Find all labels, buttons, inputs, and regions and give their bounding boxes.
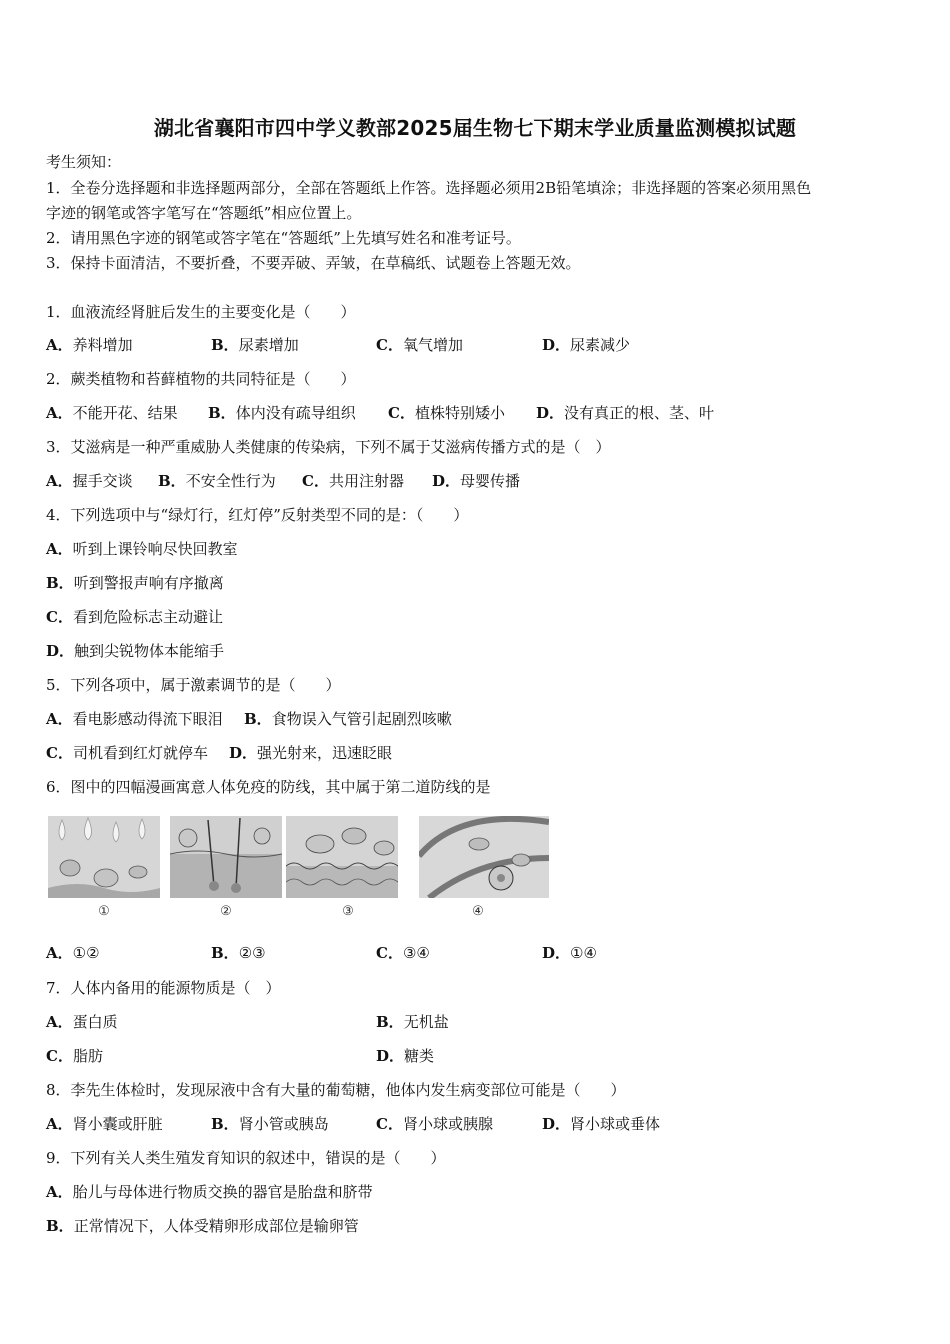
option-a [46,403,178,423]
option-c [46,1046,103,1066]
option-label: C． [388,404,415,422]
question-4-option-a [46,539,238,559]
option-label: D． [542,336,571,354]
question-4-stem: 4．下列选项中与“绿灯行，红灯停”反射类型不同的是：（ ） [46,506,469,524]
option-label: B． [211,1115,239,1133]
option-label: B． [46,1217,74,1235]
option-text: 握手交谈 [72,472,133,490]
notice-item-1-line-1: 1．全卷分选择题和非选择题两部分，全部在答题纸上作答。选择题必须用2B铅笔填涂；非选择题的答案必须用黑色 [46,179,812,197]
option-a [46,1114,163,1134]
option-label: D． [432,472,461,490]
question-4-option-d [46,641,224,661]
comic-label-2: ② [220,904,232,919]
option-label: C． [376,336,403,354]
phagocyte-illustration [419,816,549,898]
option-text: 植株特别矮小 [414,404,505,422]
option-text: 糖类 [404,1047,435,1065]
option-c [46,743,208,763]
question-3-stem: 3．艾滋病是一种严重威胁人类健康的传染病，下列不属于艾滋病传播方式的是（ ） [46,438,611,456]
option-b [158,471,276,491]
option-text: 体内没有疏导组织 [235,404,356,422]
option-b [376,1012,449,1032]
option-text: 强光射来，迅速眨眼 [257,744,393,762]
option-c [388,403,505,423]
option-text: 养料增加 [72,336,133,354]
option-d [536,403,714,423]
option-d [542,1114,660,1134]
option-label: C． [376,944,403,962]
option-label: B． [208,404,236,422]
option-label: D． [46,642,75,660]
option-text: 尿素减少 [570,336,631,354]
option-label: C． [46,1047,73,1065]
option-label: B． [158,472,186,490]
immune-defense-comics [46,816,550,926]
option-text: 脂肪 [72,1047,103,1065]
option-c [376,335,463,355]
comic-label-3: ③ [342,904,354,919]
option-label: A． [46,1013,73,1031]
option-a [46,709,223,729]
notice-item-3: 3．保持卡面清洁，不要折叠，不要弄破、弄皱，在草稿纸、试题卷上答题无效。 [46,254,581,272]
comic-panel-1 [48,816,160,898]
raindrop-skin-illustration [48,816,160,898]
option-text: ①② [72,944,100,962]
option-b [244,709,452,729]
question-5-stem: 5．下列各项中，属于激素调节的是（ ） [46,676,341,694]
question-9-option-b [46,1216,359,1236]
comic-panel-4 [419,816,549,898]
option-text: ②③ [238,944,266,962]
option-label: A． [46,944,73,962]
option-text: 共用注射器 [328,472,404,490]
option-label: A． [46,472,73,490]
option-text: 不能开花、结果 [72,404,178,422]
option-label: B． [376,1013,404,1031]
cilia-membrane-illustration [286,816,398,898]
question-7-stem: 7．人体内备用的能源物质是（ ） [46,979,281,997]
option-a [46,335,133,355]
option-d [432,471,520,491]
option-text: 听到上课铃响尽快回教室 [72,540,238,558]
option-text: 肾小球或胰腺 [402,1115,493,1133]
comic-panel-3 [286,816,398,898]
question-4-option-c [46,607,223,627]
option-text: 看到危险标志主动避让 [72,608,223,626]
option-text: 尿素增加 [238,336,299,354]
option-text: ③④ [402,944,430,962]
option-text: 看电影感动得流下眼泪 [72,710,223,728]
question-9-stem: 9．下列有关人类生殖发育知识的叙述中，错误的是（ ） [46,1149,446,1167]
option-label: D． [542,1115,571,1133]
option-d [542,335,630,355]
option-text: 肾小囊或肝脏 [72,1115,163,1133]
option-text: 触到尖锐物体本能缩手 [74,642,225,660]
option-b [208,403,356,423]
option-text: 无机盐 [403,1013,449,1031]
option-text: ①④ [570,944,597,962]
option-label: A． [46,710,73,728]
notice-item-2: 2．请用黑色字迹的钢笔或答字笔在“答题纸”上先填写姓名和准考证号。 [46,229,521,247]
option-a [46,471,133,491]
option-c [376,943,430,963]
option-label: C． [46,744,73,762]
question-4-option-b [46,573,224,593]
option-text: 正常情况下，人体受精卵形成部位是输卵管 [73,1217,359,1235]
option-label: D． [376,1047,405,1065]
option-d [542,943,597,963]
option-b [211,943,266,963]
notice-heading: 考生须知： [46,153,122,171]
question-9-option-a [46,1182,373,1202]
option-text: 胎儿与母体进行物质交换的器官是胎盘和脐带 [72,1183,373,1201]
option-text: 母婴传播 [460,472,521,490]
option-c [302,471,404,491]
option-text: 氧气增加 [402,336,463,354]
option-text: 食物误入气管引起剧烈咳嗽 [271,710,452,728]
option-label: B． [244,710,272,728]
question-1-stem: 1．血液流经肾脏后发生的主要变化是（ ） [46,303,356,321]
option-text: 不安全性行为 [185,472,276,490]
option-label: C． [376,1115,403,1133]
comic-label-1: ① [98,904,110,919]
option-b [211,335,299,355]
option-text: 肾小球或垂体 [570,1115,661,1133]
option-label: B． [211,336,239,354]
option-text: 蛋白质 [72,1013,118,1031]
option-a [46,943,100,963]
comic-label-4: ④ [472,904,484,919]
hair-follicle-illustration [170,816,282,898]
option-label: A． [46,336,73,354]
page-title: 湖北省襄阳市四中学义教部2025届生物七下期末学业质量监测模拟试题 [153,116,797,140]
option-d [376,1046,434,1066]
option-d [229,743,392,763]
option-label: D． [536,404,565,422]
option-label: D． [542,944,571,962]
question-8-stem: 8．李先生体检时，发现尿液中含有大量的葡萄糖，他体内发生病变部位可能是（ ） [46,1081,626,1099]
option-text: 肾小管或胰岛 [238,1115,329,1133]
option-text: 听到警报声响有序撤离 [73,574,224,592]
option-label: B． [46,574,74,592]
option-label: C． [46,608,73,626]
question-6-stem: 6．图中的四幅漫画寓意人体免疫的防线，其中属于第二道防线的是 [46,778,491,796]
option-label: C． [302,472,329,490]
option-label: D． [229,744,258,762]
comic-panel-2 [170,816,282,898]
option-c [376,1114,493,1134]
option-label: A． [46,1115,73,1133]
question-2-stem: 2．蕨类植物和苔藓植物的共同特征是（ ） [46,370,356,388]
option-text: 司机看到红灯就停车 [72,744,208,762]
option-label: A． [46,1183,73,1201]
option-text: 没有真正的根、茎、叶 [564,404,715,422]
option-label: A． [46,404,73,422]
notice-item-1-line-2: 字迹的钢笔或答字笔写在“答题纸”相应位置上。 [46,204,362,222]
option-label: B． [211,944,239,962]
option-b [211,1114,329,1134]
option-a [46,1012,118,1032]
option-label: A． [46,540,73,558]
